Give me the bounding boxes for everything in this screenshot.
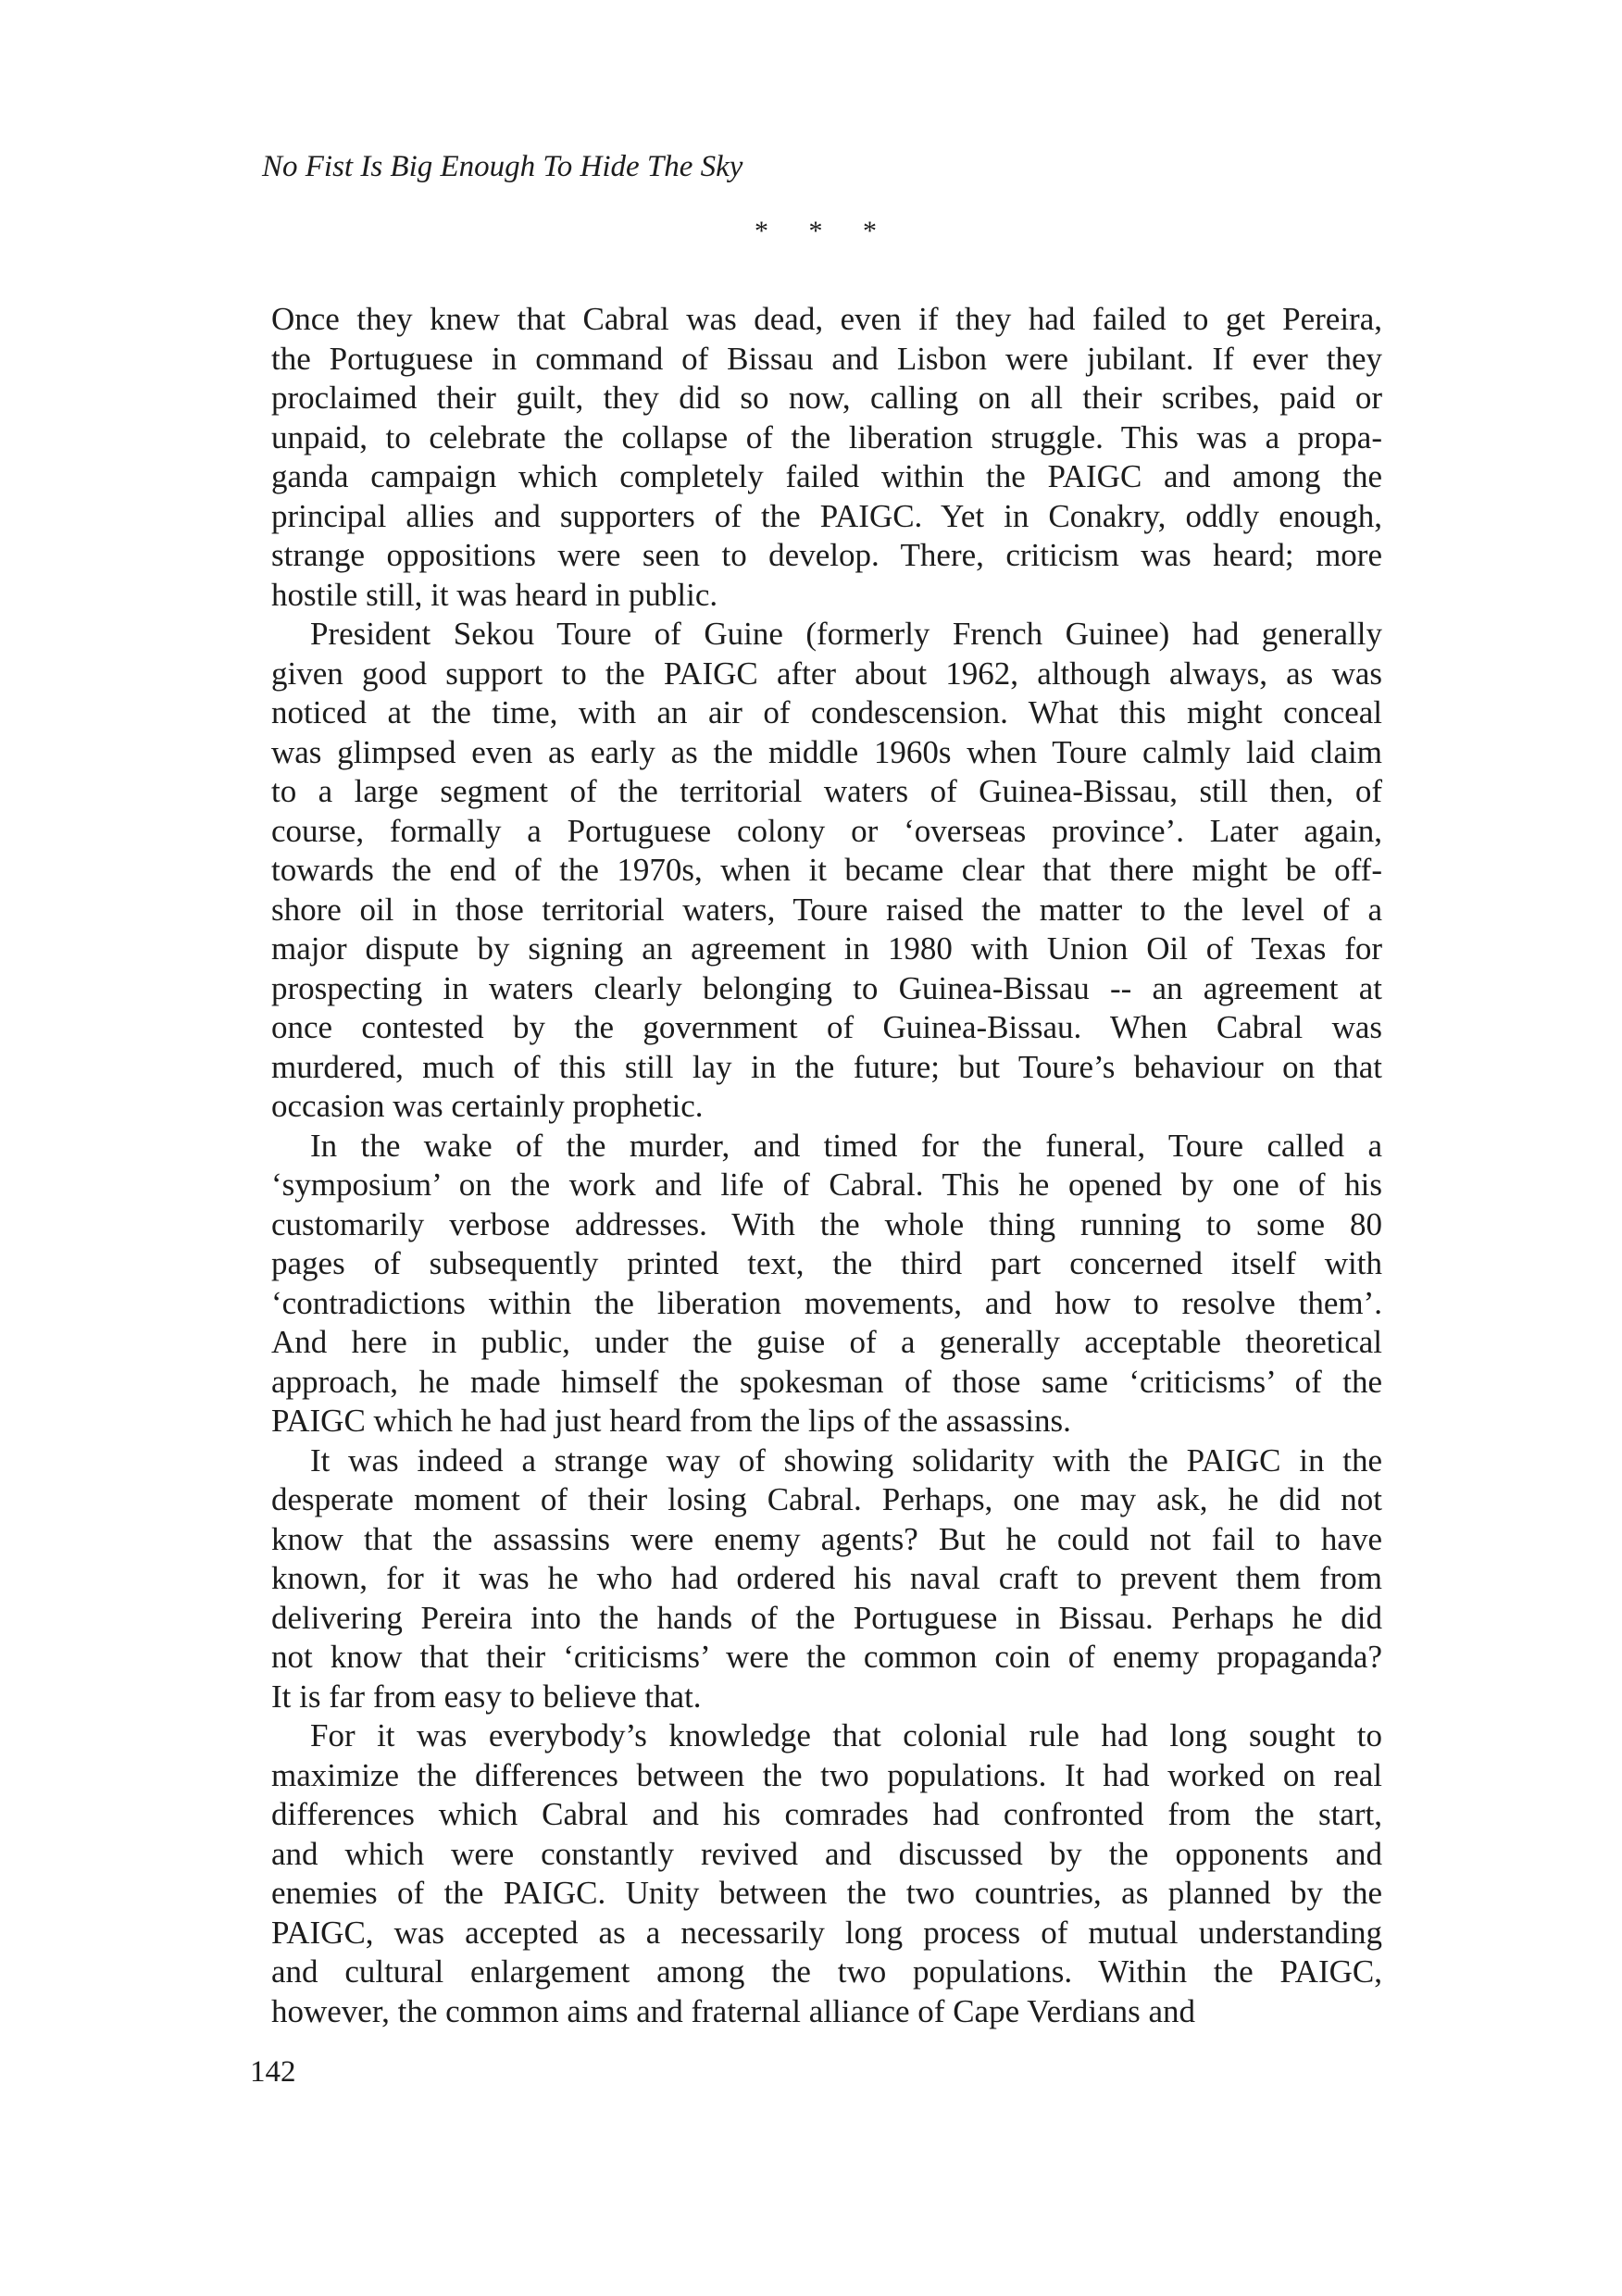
- text-line: not know that their ‘criticisms’ were the common coin of enemy propaganda?: [271, 1639, 1382, 1675]
- text-line: Once they knew that Cabral was dead, even if they had failed to get Pereira,: [271, 301, 1382, 337]
- text-line: strange oppositions were seen to develop. There, criticism was heard; more: [271, 537, 1382, 573]
- text-line: enemies of the PAIGC. Unity between the two countries, as planned by the: [271, 1875, 1382, 1911]
- text-line: occasion was certainly prophetic.: [271, 1088, 704, 1124]
- text-line: to a large segment of the territorial waters of Guinea-Bissau, still then, of: [271, 773, 1382, 809]
- text-line: once contested by the government of Guinea-Bissau. When Cabral was: [271, 1009, 1382, 1045]
- text-line: towards the end of the 1970s, when it became clear that there might be off-: [271, 852, 1382, 888]
- text-line: murdered, much of this still lay in the future; but Toure’s behaviour on that: [271, 1048, 1382, 1085]
- text-line: the Portuguese in command of Bissau and Lisbon were jubilant. If ever they: [271, 340, 1382, 377]
- text-line: In the wake of the murder, and timed for the funeral, Toure called a: [310, 1127, 1382, 1164]
- body-text: [271, 300, 1382, 2031]
- text-line: major dispute by signing an agreement in 1980 with Union Oil of Texas for: [271, 930, 1382, 967]
- text-line: approach, he made himself the spokesman of those same ‘criticisms’ of the: [271, 1363, 1382, 1400]
- text-line: ganda campaign which completely failed within the PAIGC and among the: [271, 458, 1382, 494]
- text-line: shore oil in those territorial waters, Toure raised the matter to the level of a: [271, 891, 1382, 928]
- text-line: And here in public, under the guise of a generally acceptable theoretical: [271, 1324, 1382, 1360]
- text-line: It is far from easy to believe that.: [271, 1678, 702, 1715]
- text-line: unpaid, to celebrate the collapse of the liberation struggle. This was a propa-: [271, 418, 1382, 455]
- text-line: ‘symposium’ on the work and life of Cabral. This he opened by one of his: [271, 1167, 1382, 1203]
- text-line: President Sekou Toure of Guine (formerly French Guinee) had generally: [310, 616, 1382, 652]
- text-line: noticed at the time, with an air of condescension. What this might conceal: [271, 694, 1382, 730]
- text-line: and which were constantly revived and discussed by the opponents and: [271, 1835, 1382, 1872]
- text-line: was glimpsed even as early as the middle 1960s when Toure calmly laid claim: [271, 733, 1382, 770]
- text-line: hostile still, it was heard in public.: [271, 576, 718, 613]
- text-line: however, the common aims and fraternal alliance of Cape Verdians and: [271, 1992, 1195, 2029]
- text-line: ‘contradictions within the liberation movements, and how to resolve them’.: [271, 1284, 1382, 1321]
- text-line: PAIGC which he had just heard from the lips of the assassins.: [271, 1403, 1071, 1439]
- text-line: differences which Cabral and his comrades had confronted from the start,: [271, 1796, 1382, 1832]
- text-line: It was indeed a strange way of showing solidarity with the PAIGC in the: [310, 1441, 1382, 1479]
- text-line: known, for it was he who had ordered his naval craft to prevent them from: [271, 1560, 1382, 1596]
- text-line: prospecting in waters clearly belonging to Guinea-Bissau -- an agreement at: [271, 969, 1382, 1006]
- page-number: 142: [250, 2055, 296, 2089]
- text-line: For it was everybody’s knowledge that colonial rule had long sought to: [310, 1717, 1382, 1753]
- section-break: * * *: [755, 216, 893, 246]
- text-line: PAIGC, was accepted as a necessarily long process of mutual understanding: [271, 1914, 1382, 1951]
- text-line: desperate moment of their losing Cabral. Perhaps, one may ask, he did not: [271, 1481, 1382, 1517]
- text-line: know that the assassins were enemy agents? But he could not fail to have: [271, 1520, 1382, 1557]
- text-line: course, formally a Portuguese colony or ‘overseas province’. Later again,: [271, 812, 1382, 849]
- text-line: maximize the differences between the two populations. It had worked on real: [271, 1756, 1382, 1793]
- text-line: principal allies and supporters of the PAIGC. Yet in Conakry, oddly enough,: [271, 497, 1382, 534]
- text-line: delivering Pereira into the hands of the Portuguese in Bissau. Perhaps he did: [271, 1599, 1382, 1636]
- text-line: pages of subsequently printed text, the third part concerned itself with: [271, 1245, 1382, 1281]
- text-line: proclaimed their guilt, they did so now, calling on all their scribes, paid or: [271, 380, 1382, 416]
- text-line: customarily verbose addresses. With the whole thing running to some 80: [271, 1205, 1382, 1242]
- text-line: and cultural enlargement among the two populations. Within the PAIGC,: [271, 1953, 1382, 1990]
- running-head: No Fist Is Big Enough To Hide The Sky: [262, 150, 743, 183]
- text-line: given good support to the PAIGC after about 1962, although always, as was: [271, 655, 1382, 692]
